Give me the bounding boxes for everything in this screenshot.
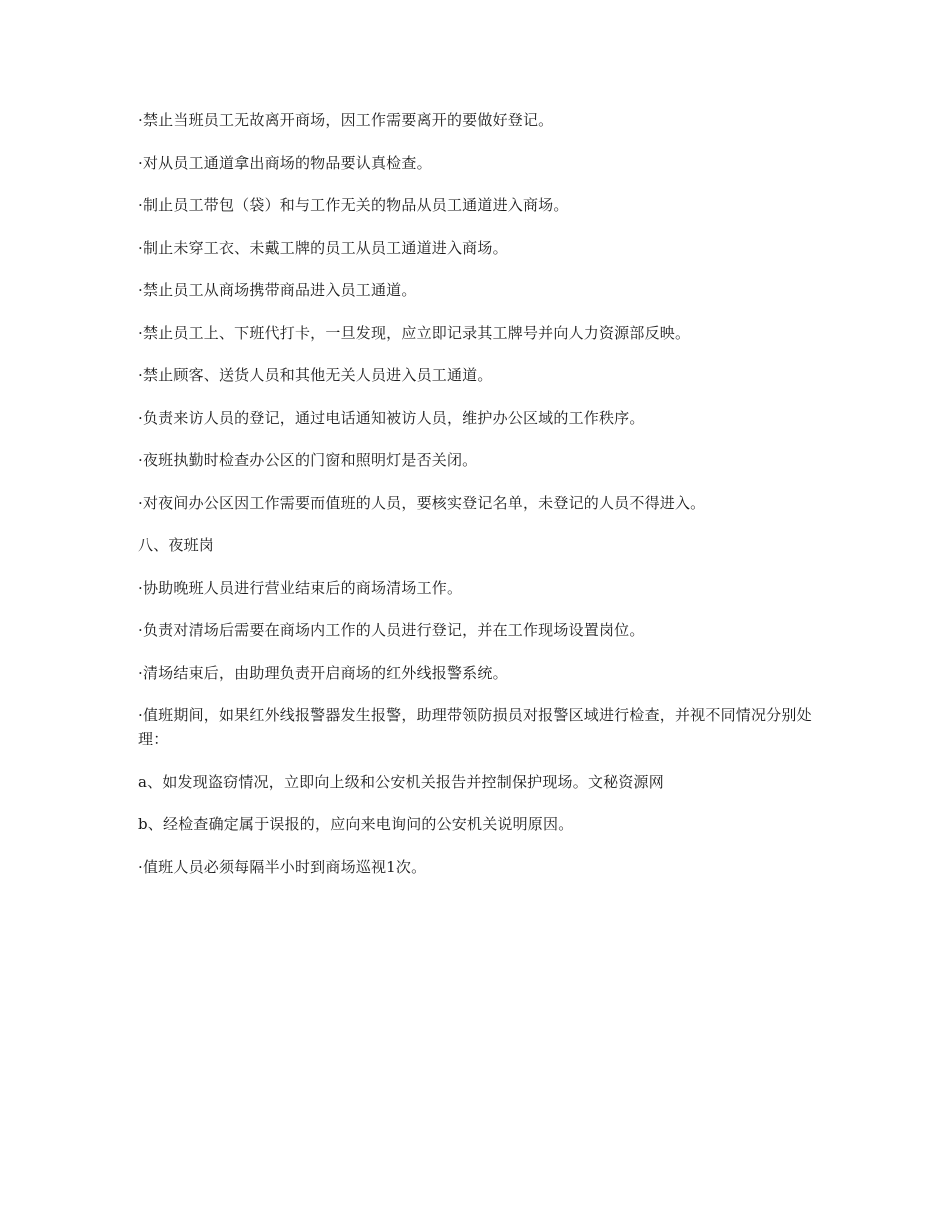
paragraph-12: ·负责对清场后需要在商场内工作的人员进行登记，并在工作现场设置岗位。 xyxy=(138,621,645,639)
paragraph-7: ·禁止顾客、送货人员和其他无关人员进入员工通道。 xyxy=(138,366,493,384)
paragraph-8: ·负责来访人员的登记，通过电话通知被访人员，维护办公区域的工作秩序。 xyxy=(138,408,645,427)
paragraph-6: ·禁止员工上、下班代打卡，一旦发现，应立即记录其工牌号并向人力资源部反映。 xyxy=(138,323,691,342)
paragraph-2: ·对从员工通道拿出商场的物品要认真检查。 xyxy=(138,153,432,172)
section-heading: 八、夜班岗 xyxy=(138,536,215,554)
paragraph-10: ·对夜间办公区因工作需要而值班的人员，要核实登记名单，未登记的人员不得进入。 xyxy=(138,493,706,512)
paragraph-16: b、经检查确定属于误报的，应向来电询问的公安机关说明原因。 xyxy=(138,815,574,833)
paragraph-3: ·制止员工带包（袋）和与工作无关的物品从员工通道进入商场。 xyxy=(138,196,569,214)
paragraph-9: ·夜班执勤时检查办公区的门窗和照明灯是否关闭。 xyxy=(138,451,478,469)
paragraph-13: ·清场结束后，由助理负责开启商场的红外线报警系统。 xyxy=(138,663,508,682)
paragraph-14: ·值班期间，如果红外线报警器发生报警，助理带领防损员对报警区域进行检查，并视不同情况分别处理： xyxy=(138,706,812,748)
paragraph-4: ·制止未穿工衣、未戴工牌的员工从员工通道进入商场。 xyxy=(138,238,508,257)
paragraph-11: ·协助晚班人员进行营业结束后的商场清场工作。 xyxy=(138,578,463,597)
paragraph-17: ·值班人员必须每隔半小时到商场巡视1次。 xyxy=(138,857,427,876)
document-body xyxy=(138,108,818,897)
paragraph-1: ·禁止当班员工无故离开商场，因工作需要离开的要做好登记。 xyxy=(138,111,554,129)
paragraph-5: ·禁止员工从商场携带商品进入员工通道。 xyxy=(138,281,417,299)
paragraph-15: a、如发现盗窃情况，立即向上级和公安机关报告并控制保护现场。文秘资源网 xyxy=(138,772,664,791)
